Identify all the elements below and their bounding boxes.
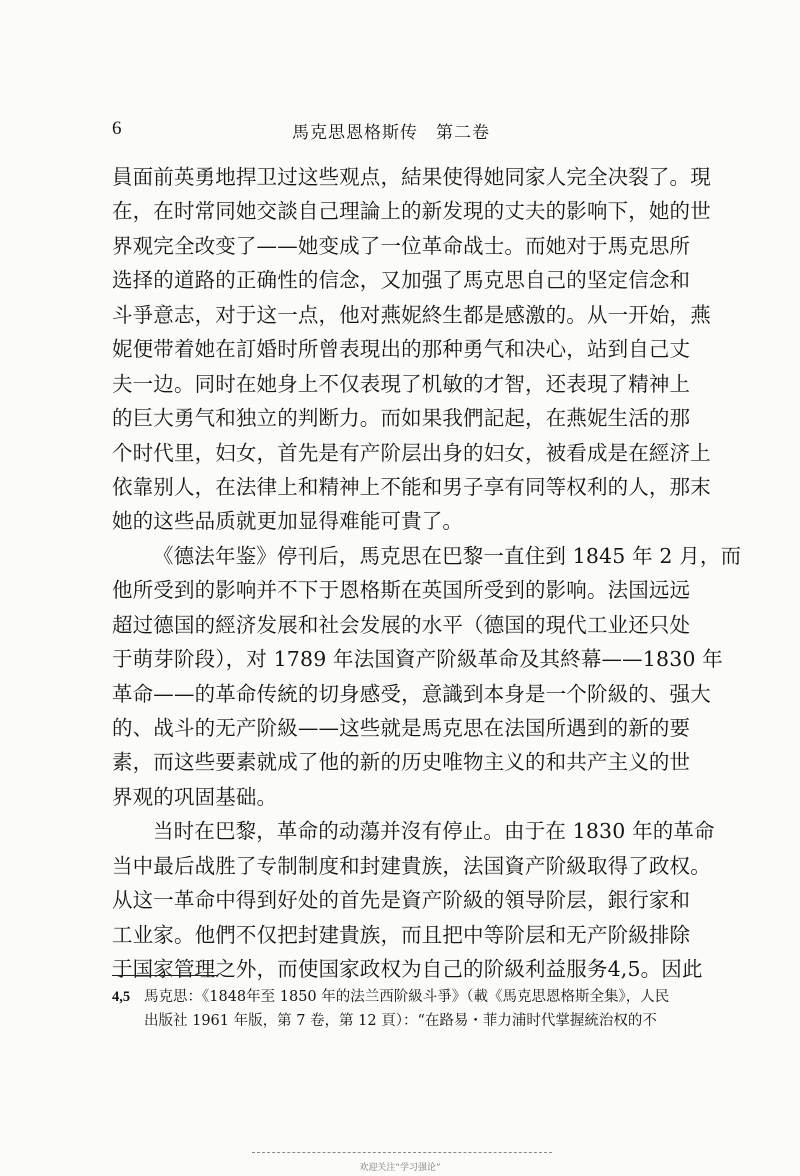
page-number: 6	[112, 118, 122, 139]
text-line: 超过德国的經济发展和社会发展的水平（德国的現代工业还只处	[112, 612, 691, 637]
bottom-rule	[252, 1152, 552, 1153]
text-line: 于国家管理之外，而使国家政权为自己的阶級利益服务4,5。因此	[112, 957, 703, 982]
running-title: 馬克思恩格斯传 第二卷	[292, 123, 490, 143]
watermark: 欢迎关注“学习强论”	[359, 1163, 441, 1173]
text-line: 斗爭意志，对于这一点，他对燕妮終生都是感激的。从一开始，燕	[112, 302, 711, 327]
text-line: 界观的巩固基础。	[112, 784, 278, 809]
text-line: 夫一边。同时在她身上不仅表現了机敏的才智，还表現了精神上	[112, 371, 691, 396]
footnote-rule	[112, 975, 217, 976]
text-line: 于萌芽阶段），对 1789 年法国資产阶級革命及其終幕——1830 年	[112, 647, 723, 672]
body-text	[112, 160, 742, 987]
footnote-first-line	[112, 985, 677, 1009]
text-line: 員面前英勇地捍卫过这些观点，結果使得她同家人完全决裂了。現	[112, 165, 711, 189]
text-line: 的巨大勇气和独立的判断力。而如果我們記起，在燕妮生活的那	[112, 406, 691, 431]
text-line: 革命——的革命传統的切身感受，意識到本身是一个阶級的、强大	[112, 681, 711, 706]
paragraph-start-line: 当时在巴黎，革命的动蕩并沒有停止。由于在 1830 年的革命	[153, 819, 715, 844]
footnote-text-line2: 出版社 1961 年版，第 7 卷，第 12 頁）：“在路易・菲力浦时代掌握統治权的不	[144, 1013, 657, 1029]
text-line: 选择的道路的正确性的信念，又加强了馬克思自己的坚定信念和	[112, 268, 691, 293]
footnote-marker: 4,5	[112, 989, 131, 1005]
text-line: 从这一革命中得到好处的首先是資产阶級的領导阶层，銀行家和	[112, 888, 691, 913]
text-line: 工业家。他們不仅把封建貴族，而且把中等阶层和无产阶級排除	[112, 922, 691, 947]
paragraph-start-line: 《德法年鉴》停刊后，馬克思在巴黎一直住到 1845 年 2 月，而	[153, 543, 742, 568]
page-header	[112, 118, 672, 148]
text-line: 素，而这些要素就成了他的新的历史唯物主义的和共产主义的世	[112, 750, 691, 775]
text-line: 她的这些品质就更加显得难能可貴了。	[112, 509, 464, 534]
text-line: 界观完全改变了——她变成了一位革命战士。而她对于馬克思所	[112, 233, 691, 258]
text-line: 在，在时常同她交談自己理論上的新发現的丈夫的影响下，她的世	[112, 199, 711, 224]
footnote-text-line1: 馬克思：《1848年至 1850 年的法兰西阶級斗爭》（載《馬克思恩格斯全集》，人民	[144, 989, 670, 1005]
text-line: 他所受到的影响并不下于恩格斯在英国所受到的影响。法国远远	[112, 578, 691, 603]
text-line: 当中最后战胜了专制制度和封建貴族，法国資产阶級取得了政权。	[112, 853, 711, 878]
footnote	[112, 985, 677, 1033]
text-line: 妮便带着她在訂婚时所曾表現出的那种勇气和决心，站到自己丈	[112, 337, 691, 362]
text-line: 的、战斗的无产阶級——这些就是馬克思在法国所遇到的新的要	[112, 716, 691, 740]
text-line: 个时代里，妇女，首先是有产阶层出身的妇女，被看成是在經济上	[112, 440, 711, 465]
text-line: 依靠别人，在法律上和精神上不能和男子享有同等权利的人，那末	[112, 474, 711, 499]
